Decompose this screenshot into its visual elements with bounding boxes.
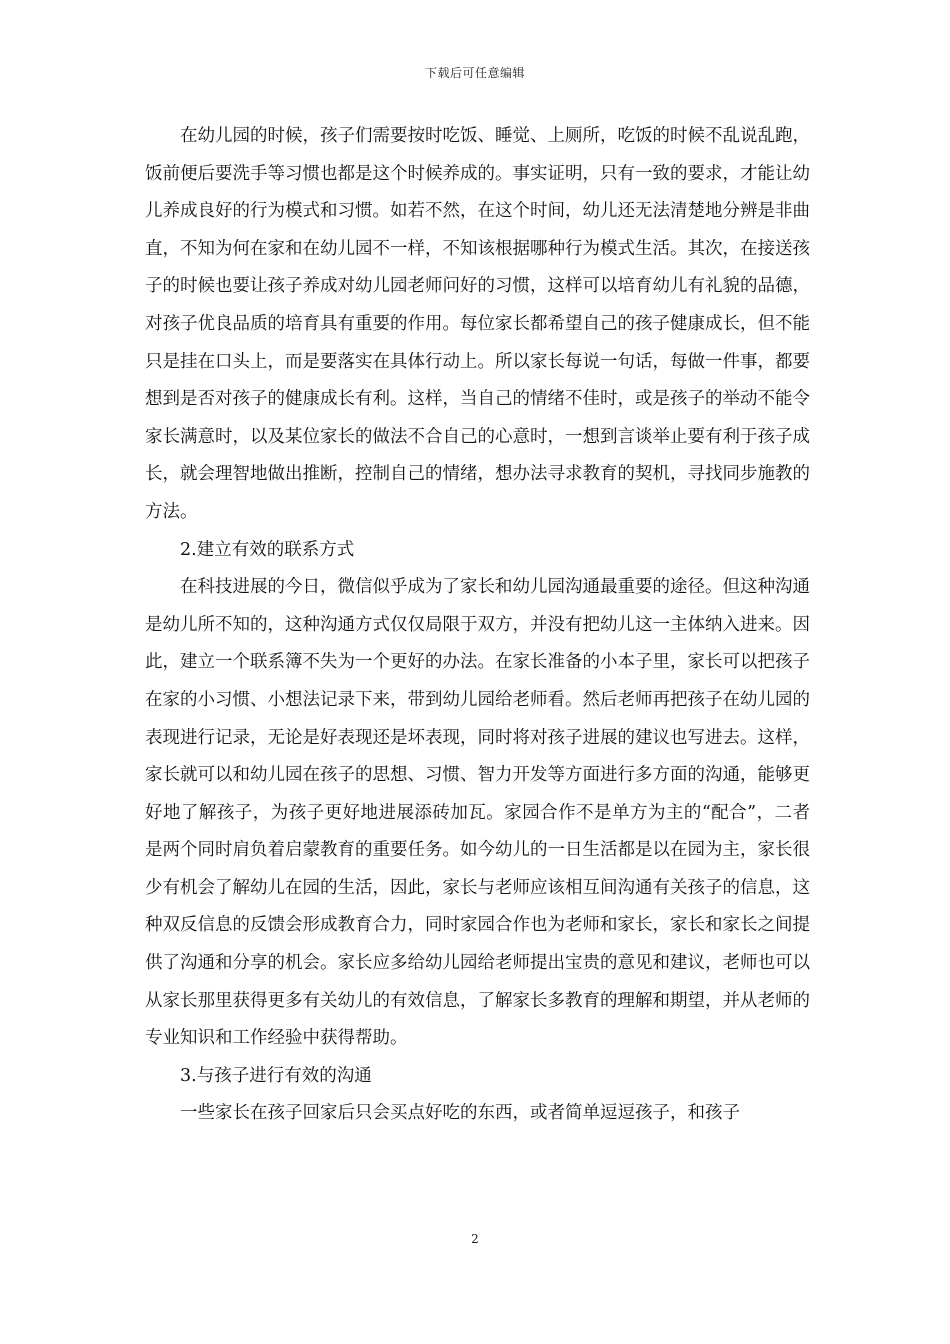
body-paragraph: 一些家长在孩子回家后只会买点好吃的东西，或者简单逗逗孩子，和孩子	[180, 1103, 740, 1124]
body-paragraph: 在科技进展的今日，微信似乎成为了家长和幼儿园沟通最重要的途径。但这种沟通是幼儿所不知的，这种沟通方式仅仅局限于双方，并没有把幼儿这一主体纳入进来。因此，建立一个联系簿不失为一个更好的办法。在家长准备的小本子里，家长可以把孩子在家的小习惯、小想法记录下来，带到幼儿园给老师看。然后老师再把孩子在幼儿园的表现进行记录，无论是好表现还是坏表现，同时将对孩子进展的建议也写进去。这样，家长就可以和幼儿园在孩子的思想、习惯、智力开发等方面进行多方面的沟通，能够更好地了解孩子，为孩子更好地进展添砖加瓦。家园合作不是单方为主的“配合”，二者是两个同时肩负着启蒙教育的重要任务。如今幼儿的一日生活都是以在园为主，家长很少有机会了解幼儿在园的生活，因此，家长与老师应该相互间沟通有关孩子的信息，这种双反信息的反馈会形成教育合力，同时家园合作也为老师和家长，家长和家长之间提供了沟通和分享的机会。家长应多给幼儿园给老师提出宝贵的意见和建议，老师也可以从家长那里获得更多有关幼儿的有效信息，了解家长多教育的理解和期望，并从老师的专业知识和工作经验中获得帮助。	[145, 577, 810, 1049]
body-paragraph: 在幼儿园的时候，孩子们需要按时吃饭、睡觉、上厕所，吃饭的时候不乱说乱跑，饭前便后要洗手等习惯也都是这个时候养成的。事实证明，只有一致的要求，才能让幼儿养成良好的行为模式和习惯。如若不然，在这个时间，幼儿还无法清楚地分辨是非曲直，不知为何在家和在幼儿园不一样，不知该根据哪种行为模式生活。其次，在接送孩子的时候也要让孩子养成对幼儿园老师问好的习惯，这样可以培育幼儿有礼貌的品德，对孩子优良品质的培育具有重要的作用。每位家长都希望自己的孩子健康成长，但不能只是挂在口头上，而是要落实在具体行动上。所以家长每说一句话，每做一件事，都要想到是否对孩子的健康成长有利。这样，当自己的情绪不佳时，或是孩子的举动不能令家长满意时，以及某位家长的做法不合自己的心意时，一想到言谈举止要有利于孩子成长，就会理智地做出推断，控制自己的情绪，想办法寻求教育的契机，寻找同步施教的方法。	[145, 126, 810, 522]
page-header: 下载后可任意编辑	[424, 66, 525, 80]
section-heading: 3.与孩子进行有效的沟通	[180, 1065, 372, 1086]
section-heading: 2.建立有效的联系方式	[180, 539, 355, 560]
document-body	[145, 118, 810, 1133]
page-number: 2	[471, 1232, 479, 1246]
